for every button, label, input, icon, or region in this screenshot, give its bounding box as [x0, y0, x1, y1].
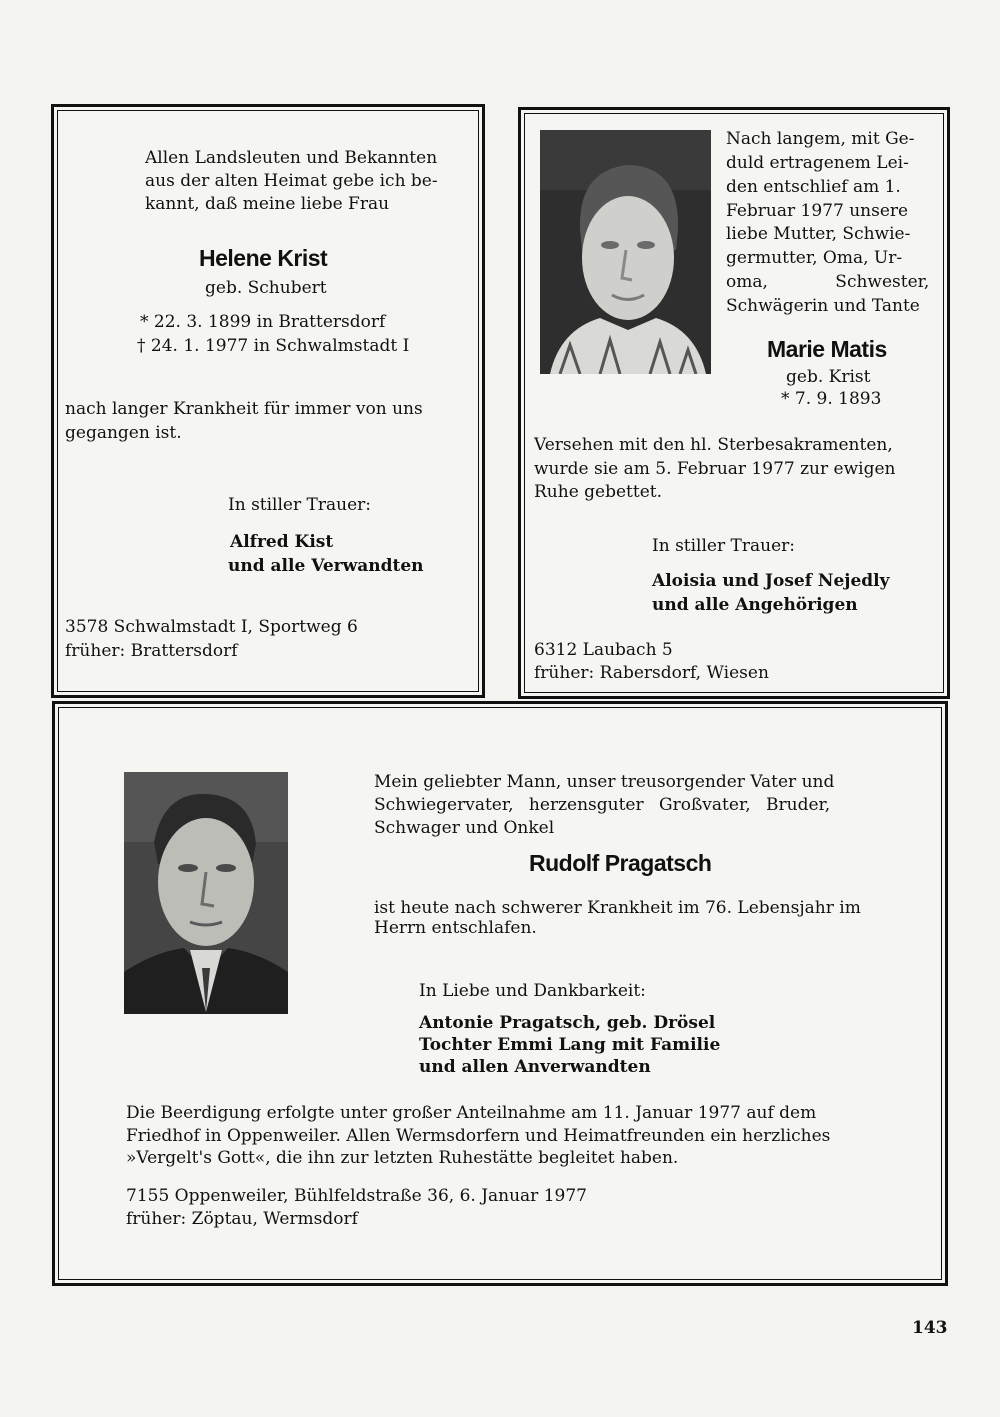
- mourner: Antonie Pragatsch, geb. Drösel: [419, 1013, 716, 1033]
- intro-line: Mein geliebter Mann, unser treusorgender Vater und: [374, 772, 835, 792]
- mourning-label: In Liebe und Dankbarkeit:: [419, 981, 646, 1001]
- mourner: und allen Anverwandten: [419, 1057, 651, 1077]
- body-line: wurde sie am 5. Februar 1977 zur ewigen: [534, 459, 896, 479]
- body-line: Herrn entschlafen.: [374, 918, 537, 938]
- page-number: 143: [912, 1318, 948, 1338]
- body-line: ist heute nach schwerer Krankheit im 76. Lebensjahr im: [374, 898, 861, 918]
- intro-line: Schwägerin und Tante: [726, 296, 920, 316]
- body-line: nach langer Krankheit für immer von uns: [65, 399, 423, 419]
- mourner: und alle Angehörigen: [652, 595, 858, 615]
- deceased-name: Rudolf Pragatsch: [529, 850, 712, 876]
- intro-line: Allen Landsleuten und Bekannten: [145, 148, 438, 168]
- intro-line: Nach langem, mit Ge-: [726, 129, 915, 149]
- mourner: Alfred Kist: [230, 532, 334, 552]
- intro-line: Schwiegervater, herzensguter Großvater, Bruder,: [374, 795, 831, 815]
- mourner: und alle Verwandten: [228, 556, 424, 576]
- obituary-marie-matis: [518, 107, 950, 699]
- funeral-line: »Vergelt's Gott«, die ihn zur letzten Ruhestätte begleitet haben.: [126, 1148, 679, 1168]
- address-line: 6312 Laubach 5: [534, 640, 673, 660]
- intro-line: liebe Mutter, Schwie-: [726, 224, 911, 244]
- body-line: gegangen ist.: [65, 423, 182, 443]
- intro-line: aus der alten Heimat gebe ich be-: [145, 171, 438, 191]
- obituary-helene-krist: [51, 104, 485, 698]
- address-line: 3578 Schwalmstadt I, Sportweg 6: [65, 617, 358, 637]
- body-line: Versehen mit den hl. Sterbesakramenten,: [534, 435, 893, 455]
- mourner: Tochter Emmi Lang mit Familie: [419, 1035, 721, 1055]
- intro-line: den entschlief am 1.: [726, 177, 901, 197]
- intro-line: duld ertragenem Lei-: [726, 153, 909, 173]
- mourner: Aloisia und Josef Nejedly: [652, 571, 890, 591]
- funeral-line: Die Beerdigung erfolgte unter großer Anteilnahme am 11. Januar 1977 auf dem: [126, 1103, 817, 1123]
- address-line: früher: Rabersdorf, Wiesen: [534, 663, 769, 683]
- address-line: 7155 Oppenweiler, Bühlfeldstraße 36, 6. Januar 1977: [126, 1186, 587, 1206]
- intro-line: oma, Schwester,: [726, 272, 930, 292]
- body-line: Ruhe gebettet.: [534, 482, 663, 502]
- intro-line: Schwager und Onkel: [374, 818, 555, 838]
- maiden-name: geb. Krist: [786, 367, 871, 387]
- death-date: † 24. 1. 1977 in Schwalmstadt I: [137, 336, 410, 356]
- portrait-photo: [540, 130, 711, 374]
- birth-date: * 22. 3. 1899 in Brattersdorf: [140, 312, 386, 332]
- deceased-name: Marie Matis: [767, 336, 887, 362]
- mourning-label: In stiller Trauer:: [228, 495, 371, 515]
- mourning-label: In stiller Trauer:: [652, 536, 795, 556]
- birth-date: * 7. 9. 1893: [781, 389, 882, 409]
- address-line: früher: Zöptau, Wermsdorf: [126, 1209, 358, 1229]
- intro-line: Februar 1977 unsere: [726, 201, 909, 221]
- maiden-name: geb. Schubert: [205, 278, 327, 298]
- obituary-rudolf-pragatsch: [52, 701, 948, 1286]
- funeral-line: Friedhof in Oppenweiler. Allen Wermsdorfern und Heimatfreunden ein herzliches: [126, 1126, 831, 1146]
- intro-line: germutter, Oma, Ur-: [726, 248, 903, 268]
- deceased-name: Helene Krist: [199, 245, 328, 271]
- portrait-photo: [124, 772, 288, 1014]
- address-line: früher: Brattersdorf: [65, 641, 238, 661]
- intro-line: kannt, daß meine liebe Frau: [145, 194, 390, 214]
